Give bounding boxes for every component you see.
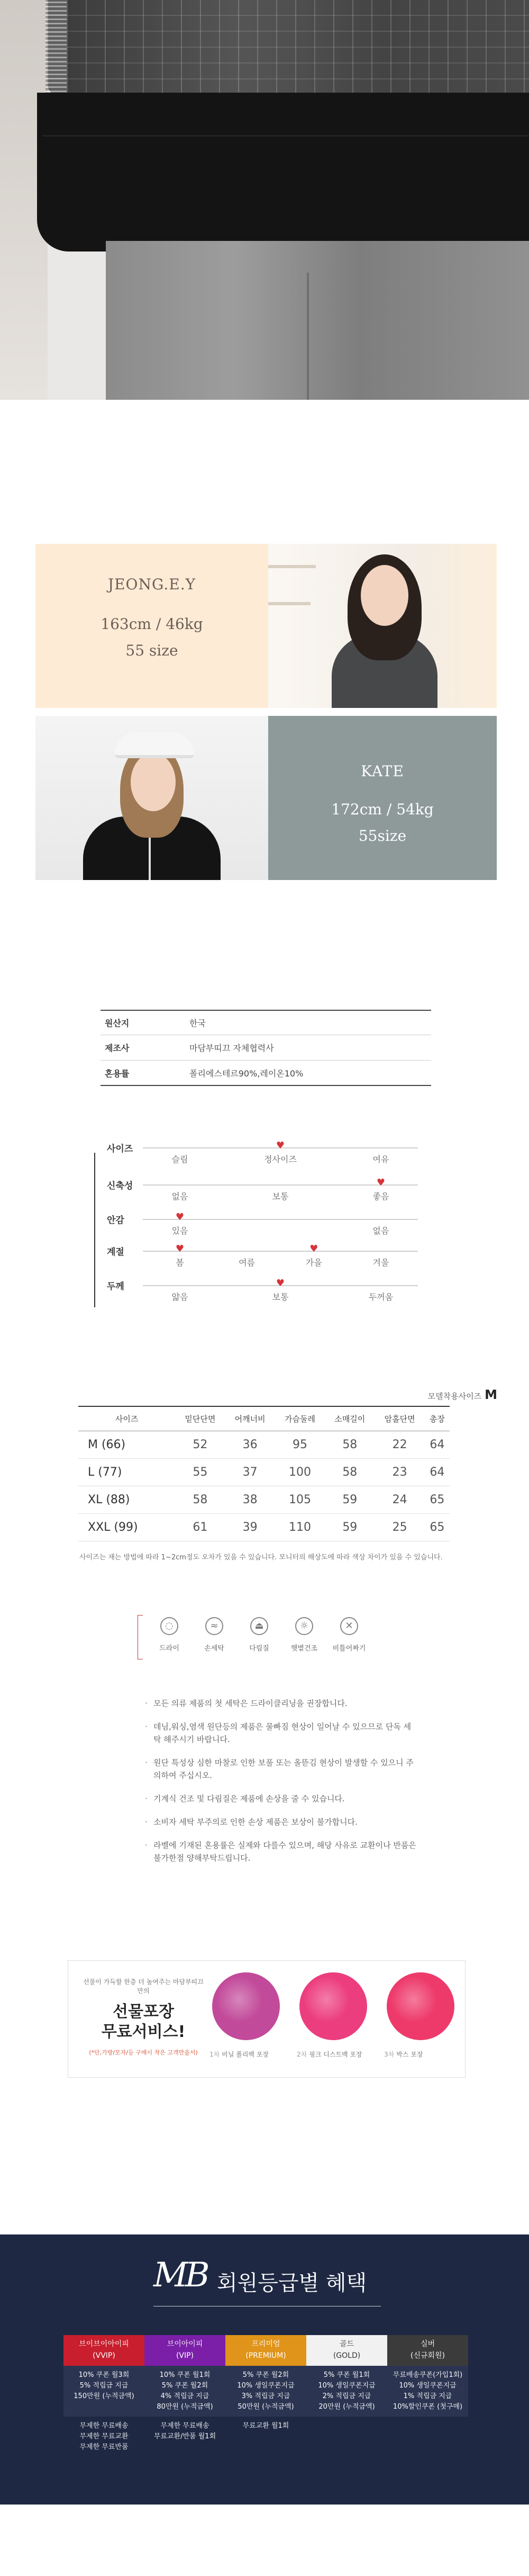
tier-benefit: 4% 적립금 지급: [160, 2392, 209, 2400]
tier-benefit: 2% 적립금 지급: [322, 2392, 371, 2400]
size-table-cell: 52: [175, 1431, 225, 1458]
tier-benefit: 무료배송쿠폰(가입1회): [393, 2371, 463, 2379]
size-table-cell: 23: [375, 1458, 424, 1486]
heart-icon: ♥: [276, 1140, 285, 1151]
gift-wrap-caption: [209, 2050, 269, 2059]
gift-wrap-photo: [212, 1972, 280, 2040]
model-size-caption: 모델착용사이즈 M: [427, 1387, 497, 1402]
size-table-cell: 58: [175, 1486, 225, 1513]
heart-icon: ♥: [276, 1278, 285, 1289]
attribute-option: 보통: [272, 1191, 289, 1201]
attribute-option: 없음: [372, 1226, 389, 1236]
tier-benefit: 1% 적립금 지급: [403, 2392, 452, 2400]
tier-name: 브이아이피: [167, 2340, 203, 2348]
size-table-header: 사이즈: [78, 1406, 175, 1431]
attribute-option: 가을: [305, 1258, 322, 1268]
tier-code: (신규회원): [410, 2351, 445, 2360]
tier-benefit: 3% 적립금 지급: [241, 2392, 290, 2400]
gift-wrap-step: 3차: [384, 2051, 395, 2058]
product-info-table: [101, 1010, 431, 1086]
tier-header: [306, 2335, 387, 2366]
tier-header: [144, 2335, 225, 2366]
attribute-option: 정사이즈: [264, 1154, 297, 1164]
size-table-cell: 39: [225, 1513, 275, 1541]
attribute-label: 안감: [107, 1215, 124, 1226]
attribute-option: 여름: [239, 1258, 256, 1268]
size-table-header: 가슴둘레: [275, 1406, 325, 1431]
size-table-cell: 24: [375, 1486, 424, 1513]
iron-icon: ⏏: [250, 1617, 268, 1635]
model-measurements: 172cm / 54kg: [331, 801, 434, 818]
attribute-row: [90, 1244, 428, 1276]
no-wring-icon: ✕: [340, 1617, 358, 1635]
heart-icon: ♥: [376, 1177, 386, 1188]
model-fit-size: 55 size: [125, 642, 178, 659]
tier-name: 실버: [420, 2340, 435, 2348]
model-fit-size: 55size: [358, 827, 407, 845]
tier-table: [63, 2335, 468, 2457]
gift-wrap-label: 박스 포장: [396, 2051, 423, 2058]
heart-icon: ♥: [175, 1211, 185, 1223]
tier-name: 프리미엄: [251, 2340, 280, 2348]
black-hem: [37, 93, 529, 252]
info-row: 원산지 한국: [101, 1010, 431, 1035]
tier-extras: [306, 2417, 387, 2457]
hand-wash-icon: ≈: [205, 1617, 223, 1635]
tier-extras: [225, 2417, 306, 2457]
care-item: [148, 1617, 190, 1653]
tier-benefit: 5% 쿠폰 월1회: [323, 2371, 370, 2379]
attribute-row: [90, 1213, 428, 1244]
size-table-cell: 55: [175, 1458, 225, 1486]
attribute-option: 좋음: [372, 1191, 389, 1201]
sun-dry-icon: ☼: [295, 1617, 313, 1635]
caution-item: · 원단 특성상 심한 마찰로 인한 보풀 또는 올뜯김 현상이 발생할 수 있으니 주의하여 주십시오.: [143, 1756, 418, 1782]
tier-code: (VIP): [176, 2351, 194, 2360]
size-table-cell: 105: [275, 1486, 325, 1513]
grey-leggings: [106, 241, 529, 400]
tier-benefit: 10% 생일쿠폰지급: [237, 2382, 295, 2390]
model-measurements: 163cm / 46kg: [101, 615, 203, 633]
care-label: 손세탁: [204, 1645, 224, 1653]
size-table-cell: 59: [325, 1513, 375, 1541]
heart-icon: ♥: [175, 1243, 185, 1254]
mb-logo: MB: [153, 2256, 207, 2295]
attribute-label: 신축성: [107, 1181, 133, 1191]
size-table-cell: 64: [425, 1458, 450, 1486]
size-table-header: 총장: [425, 1406, 450, 1431]
product-hero-photo: [0, 0, 529, 400]
gift-wrap-caption: [297, 2050, 362, 2059]
size-table-cell: 25: [375, 1513, 424, 1541]
size-table-cell: 38: [225, 1486, 275, 1513]
tier-benefit: 80만원 (누적금액): [157, 2403, 213, 2411]
gift-wrap-step: 1차: [209, 2051, 220, 2058]
model-photo: [35, 716, 268, 880]
size-table: [78, 1406, 450, 1541]
model-card-1: [35, 544, 497, 708]
size-table-cell: 65: [425, 1513, 450, 1541]
care-item: [283, 1617, 325, 1653]
care-label: 햇볕건조: [290, 1645, 318, 1653]
tier-extra: 무제한 무료배송: [79, 2422, 129, 2430]
gift-wrap-photo: [299, 1972, 367, 2040]
size-table-cell: M (66): [78, 1431, 175, 1458]
size-table-cell: 95: [275, 1431, 325, 1458]
tier-benefits: [63, 2366, 144, 2417]
size-table-cell: XL (88): [78, 1486, 175, 1513]
care-label: 드라이: [159, 1645, 179, 1653]
size-table-cell: XXL (99): [78, 1513, 175, 1541]
care-item: [328, 1617, 370, 1653]
attribute-option: 얇음: [171, 1292, 188, 1302]
size-table-cell: 58: [325, 1431, 375, 1458]
attribute-row: [90, 1279, 428, 1311]
care-item: [193, 1617, 235, 1653]
gift-wrap-label: 비닐 폴리백 포장: [222, 2051, 269, 2058]
tier-benefits: [387, 2366, 468, 2417]
attribute-row: [90, 1141, 428, 1173]
size-table-cell: 61: [175, 1513, 225, 1541]
size-table-header: 밑단단면: [175, 1406, 225, 1431]
size-table-cell: 110: [275, 1513, 325, 1541]
attribute-label: 두께: [107, 1281, 124, 1292]
care-instructions: [138, 1615, 402, 1663]
gift-wrap-label: 핑크 디스트백 포장: [309, 2051, 362, 2058]
info-row: 혼용률 폴리에스테르90%,레이온10%: [101, 1061, 431, 1086]
gift-wrap-banner: [68, 1960, 466, 2078]
tier-code: (GOLD): [333, 2351, 361, 2360]
attribute-option: 없음: [171, 1191, 188, 1201]
size-table-row: [78, 1513, 450, 1541]
membership-benefits: [0, 2234, 529, 2505]
caution-item: · 데님,워싱,염색 원단등의 제품은 물빠짐 현상이 일어날 수 있으므로 단독 세탁 해주시기 바랍니다.: [143, 1720, 418, 1746]
size-table-cell: 64: [425, 1431, 450, 1458]
tier-extra: 무제한 무료교환: [79, 2433, 129, 2440]
tier-extra: 무제한 무료반품: [79, 2443, 129, 2451]
size-table-row: [78, 1431, 450, 1458]
caution-item: · 기계식 건조 및 다림질은 제품에 손상을 줄 수 있습니다.: [143, 1792, 418, 1805]
attribute-option: 여유: [372, 1154, 389, 1164]
gift-subtitle: 선물이 가득할 한층 더 높여주는 마담부띠끄 만의: [83, 1978, 204, 1995]
model-card-2: [35, 716, 497, 880]
gift-note: (*단,가방/모자/등 구매시 착은 고객만을서): [89, 2049, 198, 2056]
heart-icon: ♥: [309, 1243, 318, 1254]
care-label: 비틀어짜기: [332, 1645, 366, 1653]
washing-cautions: [143, 1697, 418, 1875]
care-item: [238, 1617, 280, 1653]
tier-benefit: 10%할인쿠폰 (첫구매): [393, 2403, 463, 2411]
tier-extra: 무료교환/반품 월1회: [153, 2433, 216, 2440]
product-attribute-chart: [90, 1141, 428, 1316]
size-table-header: 소매길이: [325, 1406, 375, 1431]
size-table-cell: 59: [325, 1486, 375, 1513]
tier-extras: [144, 2417, 225, 2457]
tier-benefits: [225, 2366, 306, 2417]
tier-benefit: 10% 쿠폰 월1회: [159, 2371, 211, 2379]
model-name: JEONG.E.Y: [107, 576, 196, 593]
tier-extra: 무료교환 월1회: [242, 2422, 289, 2430]
model-name: KATE: [361, 762, 404, 780]
size-table-cell: 37: [225, 1458, 275, 1486]
tier-benefit: 150만원 (누적금액): [74, 2392, 134, 2400]
tier-benefits: [144, 2366, 225, 2417]
tier-code: (VVIP): [93, 2351, 115, 2360]
plaid-fabric: [48, 0, 529, 95]
membership-title: 회원등급별 혜택: [217, 2271, 367, 2295]
size-table-cell: 100: [275, 1458, 325, 1486]
attribute-option: 있음: [171, 1226, 188, 1236]
tier-benefit: 5% 쿠폰 월2회: [242, 2371, 289, 2379]
tier-extras: [387, 2417, 468, 2457]
tier-benefit: 50만원 (누적금액): [238, 2403, 294, 2411]
attribute-option: 봄: [176, 1258, 184, 1268]
caution-item: · 라벨에 기재된 혼용률은 실제와 다를수 있으며, 해당 사유로 교환이나 반품은 불가한점 양해부탁드립니다.: [143, 1839, 418, 1864]
size-note: 사이즈는 재는 방법에 따라 1~2cm정도 오차가 있을 수 있습니다. 모니터의 해상도에 따라 색상 차이가 있을 수 있습니다.: [79, 1554, 443, 1561]
attribute-option: 보통: [272, 1292, 289, 1302]
model-photo: [268, 544, 497, 708]
tier-name: 브이브이아이피: [79, 2340, 129, 2348]
tier-code: (PREMIUM): [245, 2351, 286, 2360]
info-row: 제조사 마담부띠끄 자체협력사: [101, 1035, 431, 1061]
attribute-label: 사이즈: [107, 1144, 133, 1154]
gift-wrap-caption: [384, 2050, 423, 2059]
attribute-option: 겨울: [372, 1258, 389, 1268]
gift-wrap-step: 2차: [297, 2051, 307, 2058]
tier-benefits: [306, 2366, 387, 2417]
attribute-option: 두꺼움: [368, 1292, 394, 1302]
caution-item: · 모든 의류 제품의 첫 세탁은 드라이클리닝을 권장합니다.: [143, 1697, 418, 1710]
size-table-cell: L (77): [78, 1458, 175, 1486]
size-table-row: [78, 1486, 450, 1513]
tier-header: [387, 2335, 468, 2366]
size-table-cell: 36: [225, 1431, 275, 1458]
tier-benefit: 5% 쿠폰 월2회: [161, 2382, 208, 2390]
size-table-header: 암홀단면: [375, 1406, 424, 1431]
dry-clean-icon: ◌: [160, 1617, 178, 1635]
gift-wrap-photo: [387, 1972, 454, 2040]
gift-title: 선물포장 무료서비스!: [101, 2003, 186, 2041]
size-table-cell: 58: [325, 1458, 375, 1486]
caution-item: · 소비자 세탁 부주의로 인한 손상 제품은 보상이 불가합니다.: [143, 1816, 418, 1828]
size-table-header: 어깨너비: [225, 1406, 275, 1431]
care-label: 다림질: [249, 1645, 269, 1653]
tier-benefit: 20만원 (누적금액): [318, 2403, 375, 2411]
tier-benefit: 5% 적립금 지급: [79, 2382, 129, 2390]
attribute-row: [90, 1178, 428, 1210]
tier-name: 골드: [339, 2340, 354, 2348]
size-table-row: [78, 1458, 450, 1486]
tier-header: [63, 2335, 144, 2366]
tier-extra: 무제한 무료배송: [160, 2422, 209, 2430]
tier-benefit: 10% 생일쿠폰지급: [399, 2382, 457, 2390]
tier-header: [225, 2335, 306, 2366]
attribute-option: 슬림: [171, 1154, 188, 1164]
tier-benefit: 10% 생일쿠폰지급: [318, 2382, 376, 2390]
tier-extras: [63, 2417, 144, 2457]
attribute-label: 계절: [107, 1247, 124, 1258]
size-table-cell: 22: [375, 1431, 424, 1458]
tier-benefit: 10% 쿠폰 월3회: [78, 2371, 130, 2379]
size-table-cell: 65: [425, 1486, 450, 1513]
